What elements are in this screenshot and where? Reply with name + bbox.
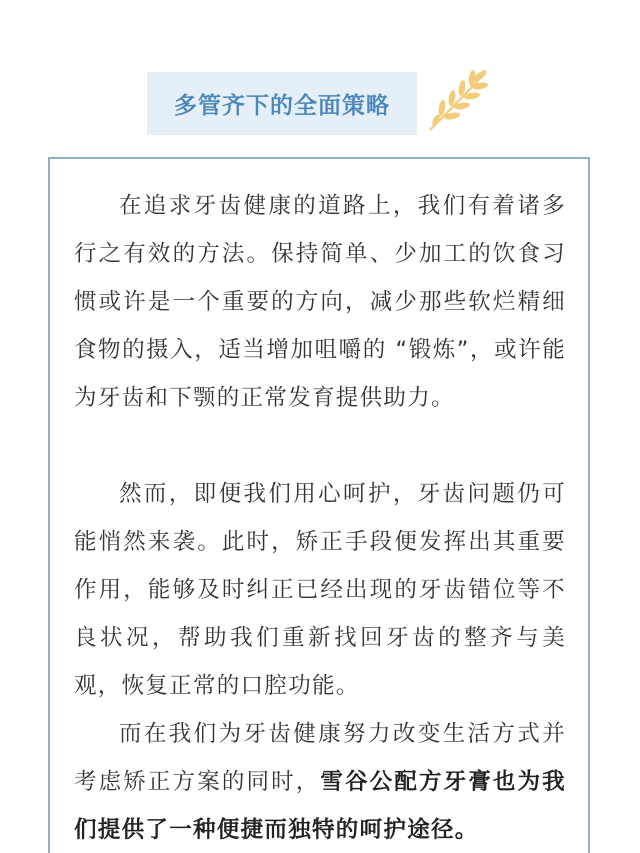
paragraph-3-highlight: 雪谷公配方牙膏也为我们提供了一种便捷而独特的呵护途径。 (74, 769, 566, 843)
section-title: 多管齐下的全面策略 (174, 93, 390, 119)
paragraph-1: 在追求牙齿健康的道路上，我们有着诸多行之有效的方法。保持简单、少加工的饮食习惯或许是一个重要的方向，减少那些软烂精细食物的摄入，适当增加咀嚼的 “锻炼”，或许能为牙齿和下颚的正常发育提供助力。 (74, 193, 566, 411)
section-title-banner (147, 72, 417, 135)
paragraph-2: 然而，即便我们用心呵护，牙齿问题仍可能悄然来袭。此时，矫正手段便发挥出其重要作用，能够及时纠正已经出现的牙齿错位等不良状况，帮助我们重新找回牙齿的整齐与美观，恢复正常的口腔功能。 (74, 481, 566, 699)
wheat-leaf-icon (420, 64, 492, 136)
paragraph-3 (74, 710, 566, 853)
paragraph-3-text: 而在我们为牙齿健康努力改变生活方式并考虑矫正方案的同时， (74, 721, 566, 795)
